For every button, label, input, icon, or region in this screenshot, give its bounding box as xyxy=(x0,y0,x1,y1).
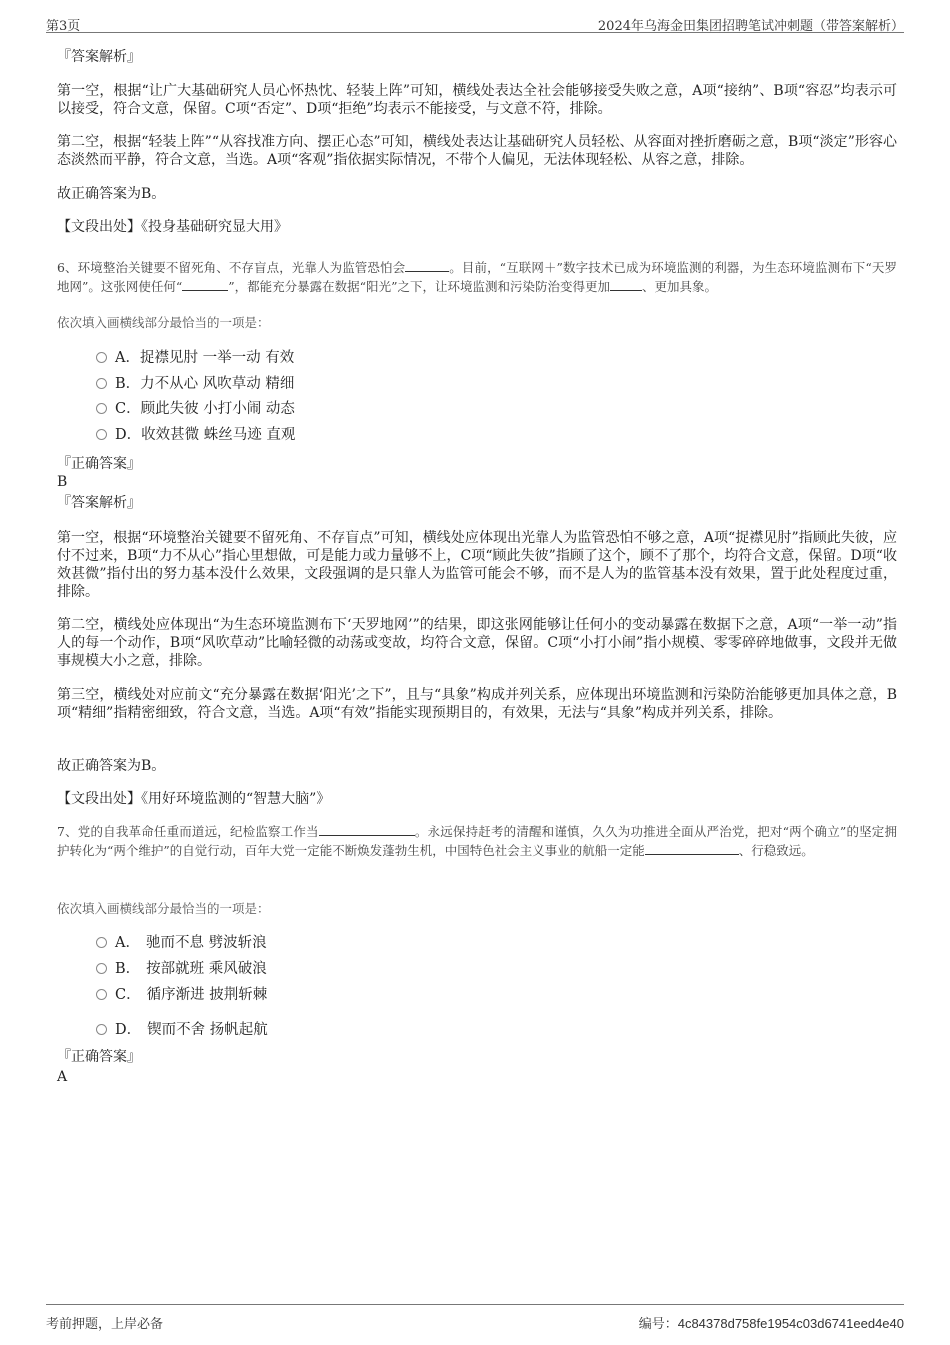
q7-stem-part1: 7、党的自我革命任重而道远，纪检监察工作当 xyxy=(57,824,319,839)
q6-analysis-p1: 第一空，根据“环境整治关键要不留死角、不存盲点”可知，横线处应体现出光靠人为监管恐怕不够之意，A项“捉襟见肘”指顾此失彼，应付不过来，B项“力不从心”指心里想做，可是能力或力量够不上，C项“顾此失彼”指顾了这个，顾不了那个，均符合文意，保留。D项“收效甚微”指付出的努力基本没什么效果，文段强调的是只靠人为监管可能会不够，而不是人为的监管基本没有效果，置于此处程度过重，排除。 xyxy=(57,530,897,600)
q7-ask: 依次填入画横线部分最恰当的一项是： xyxy=(57,901,270,916)
option-letter: B． xyxy=(115,961,141,977)
q6-conclusion: 故正确答案为B。 xyxy=(57,758,166,774)
code-label: 编号： xyxy=(638,1317,678,1332)
option-text: 捉襟见肘 一举一动 有效 xyxy=(139,350,295,366)
q6-answer: B xyxy=(57,474,68,490)
option-letter: C． xyxy=(115,401,141,417)
q6-option-a[interactable] xyxy=(96,348,294,368)
q7-stem-part2: 。永远保持赶考的清醒和谨慎，久久为功推进全面从严治党，把对“两个确立”的坚定拥护转化为“两个维护”的自觉行动，百年大党一定能不断焕发蓬勃生机，中国特色社会主义事业的航船一定能 xyxy=(57,824,897,858)
q5-analysis-label: 『答案解析』 xyxy=(57,49,141,65)
q6-stem-part4: 、更加具象。 xyxy=(641,279,717,294)
q6-option-c[interactable] xyxy=(96,399,295,419)
q6-blank-3 xyxy=(610,278,642,291)
q7-option-d[interactable] xyxy=(96,1020,268,1040)
q7-option-b[interactable] xyxy=(96,959,267,979)
option-text: 锲而不舍 扬帆起航 xyxy=(147,1022,268,1038)
option-letter: D． xyxy=(115,1022,142,1038)
radio-icon[interactable] xyxy=(96,403,107,414)
q7-option-c[interactable] xyxy=(96,985,267,1005)
page-number: 第3页 xyxy=(46,19,81,34)
q7-stem xyxy=(57,822,897,860)
q6-ask: 依次填入画横线部分最恰当的一项是： xyxy=(57,315,270,330)
page-footer xyxy=(46,1304,904,1332)
q6-analysis-p2: 第二空，横线处应体现出“为生态环境监测布下‘天罗地网’”的结果，即这张网能够让任何小的变动暴露在数据下之意，A项“一举一动”指人的每一个动作，B项“风吹草动”比喻轻微的动荡或变故，均符合文意，保留。C项“小打小闹”指小规模、零零碎碎地做事，文段并无做事规模大小之意，排除。 xyxy=(57,617,897,669)
page-header xyxy=(46,12,904,33)
option-letter: D． xyxy=(115,427,142,443)
radio-icon[interactable] xyxy=(96,989,107,1000)
radio-icon[interactable] xyxy=(96,378,107,389)
q7-answer: A xyxy=(57,1069,68,1085)
option-text: 顾此失彼 小打小闹 动态 xyxy=(140,401,295,417)
q6-option-d[interactable] xyxy=(96,425,295,445)
code-value: 4c84378d758fe1954c03d6741eed4e40 xyxy=(677,1316,904,1331)
q5-analysis-p2: 第二空，根据“轻装上阵”“从容找准方向、摆正心态”可知，横线处表达让基础研究人员轻松、从容面对挫折磨砺之意，B项“淡定”形容心态淡然而平静，符合文意，当选。A项“客观”指依据实际情况，不带个人偏见，无法体现轻松、从容之意，排除。 xyxy=(57,134,897,168)
option-text: 收效甚微 蛛丝马迹 直观 xyxy=(141,427,296,443)
option-letter: A． xyxy=(115,350,140,366)
option-text: 循序渐进 披荆斩棘 xyxy=(146,987,268,1003)
radio-icon[interactable] xyxy=(96,352,107,363)
option-letter: C． xyxy=(115,987,141,1003)
q7-correct-label: 『正确答案』 xyxy=(57,1049,141,1065)
option-letter: A． xyxy=(115,935,140,951)
q5-source: 【文段出处】《投身基础研究显大用》 xyxy=(57,219,288,235)
q7-option-a[interactable] xyxy=(96,933,267,953)
document-title: 2024年乌海金田集团招聘笔试冲刺题（带答案解析） xyxy=(597,19,904,34)
q6-option-b[interactable] xyxy=(96,374,294,394)
radio-icon[interactable] xyxy=(96,429,107,440)
q6-blank-1 xyxy=(405,259,449,272)
q5-conclusion: 故正确答案为B。 xyxy=(57,186,166,202)
q6-stem-part2: 。目前，“互联网＋”数字技术已成为环境监测的利器，为生态环境监测布下“天罗地网”。这张网使任何“ xyxy=(57,260,897,294)
q6-source: 【文段出处】《用好环境监测的“智慧大脑”》 xyxy=(57,791,331,807)
q6-correct-label: 『正确答案』 xyxy=(57,456,141,472)
q6-stem-part3: ”，都能充分暴露在数据“阳光”之下，让环境监测和污染防治变得更加 xyxy=(228,279,610,294)
q6-blank-2 xyxy=(182,278,228,291)
q7-blank-1 xyxy=(319,823,415,836)
option-text: 按部就班 乘风破浪 xyxy=(146,961,267,977)
radio-icon[interactable] xyxy=(96,1024,107,1035)
q6-stem xyxy=(57,258,897,296)
q7-stem-part3: 、行稳致远。 xyxy=(738,843,814,858)
q5-analysis-p1: 第一空，根据“让广大基础研究人员心怀热忱、轻装上阵”可知，横线处表达全社会能够接受失败之意，A项“接纳”、B项“容忍”均表示可以接受，符合文意，保留。C项“否定”、D项“拒绝”均表示不能接受，与文意不符，排除。 xyxy=(57,83,897,117)
document-code xyxy=(639,1313,904,1332)
option-text: 驰而不息 劈波斩浪 xyxy=(145,935,267,951)
q6-analysis-label: 『答案解析』 xyxy=(57,495,141,511)
q6-stem-part1: 6、环境整治关键要不留死角、不存盲点，光靠人为监管恐怕会 xyxy=(57,260,406,275)
option-letter: B． xyxy=(115,376,141,392)
option-text: 力不从心 风吹草动 精细 xyxy=(140,376,295,392)
radio-icon[interactable] xyxy=(96,937,107,948)
q7-blank-2 xyxy=(645,842,739,855)
q6-analysis-p3: 第三空，横线处对应前文“充分暴露在数据‘阳光’之下”，且与“具象”构成并列关系，应体现出环境监测和污染防治能够更加具体之意，B项“精细”指精密细致，符合文意，当选。A项“有效”指能实现预期目的，有效果，无法与“具象”构成并列关系，排除。 xyxy=(57,687,897,721)
footer-slogan: 考前押题，上岸必备 xyxy=(46,1317,164,1332)
radio-icon[interactable] xyxy=(96,963,107,974)
